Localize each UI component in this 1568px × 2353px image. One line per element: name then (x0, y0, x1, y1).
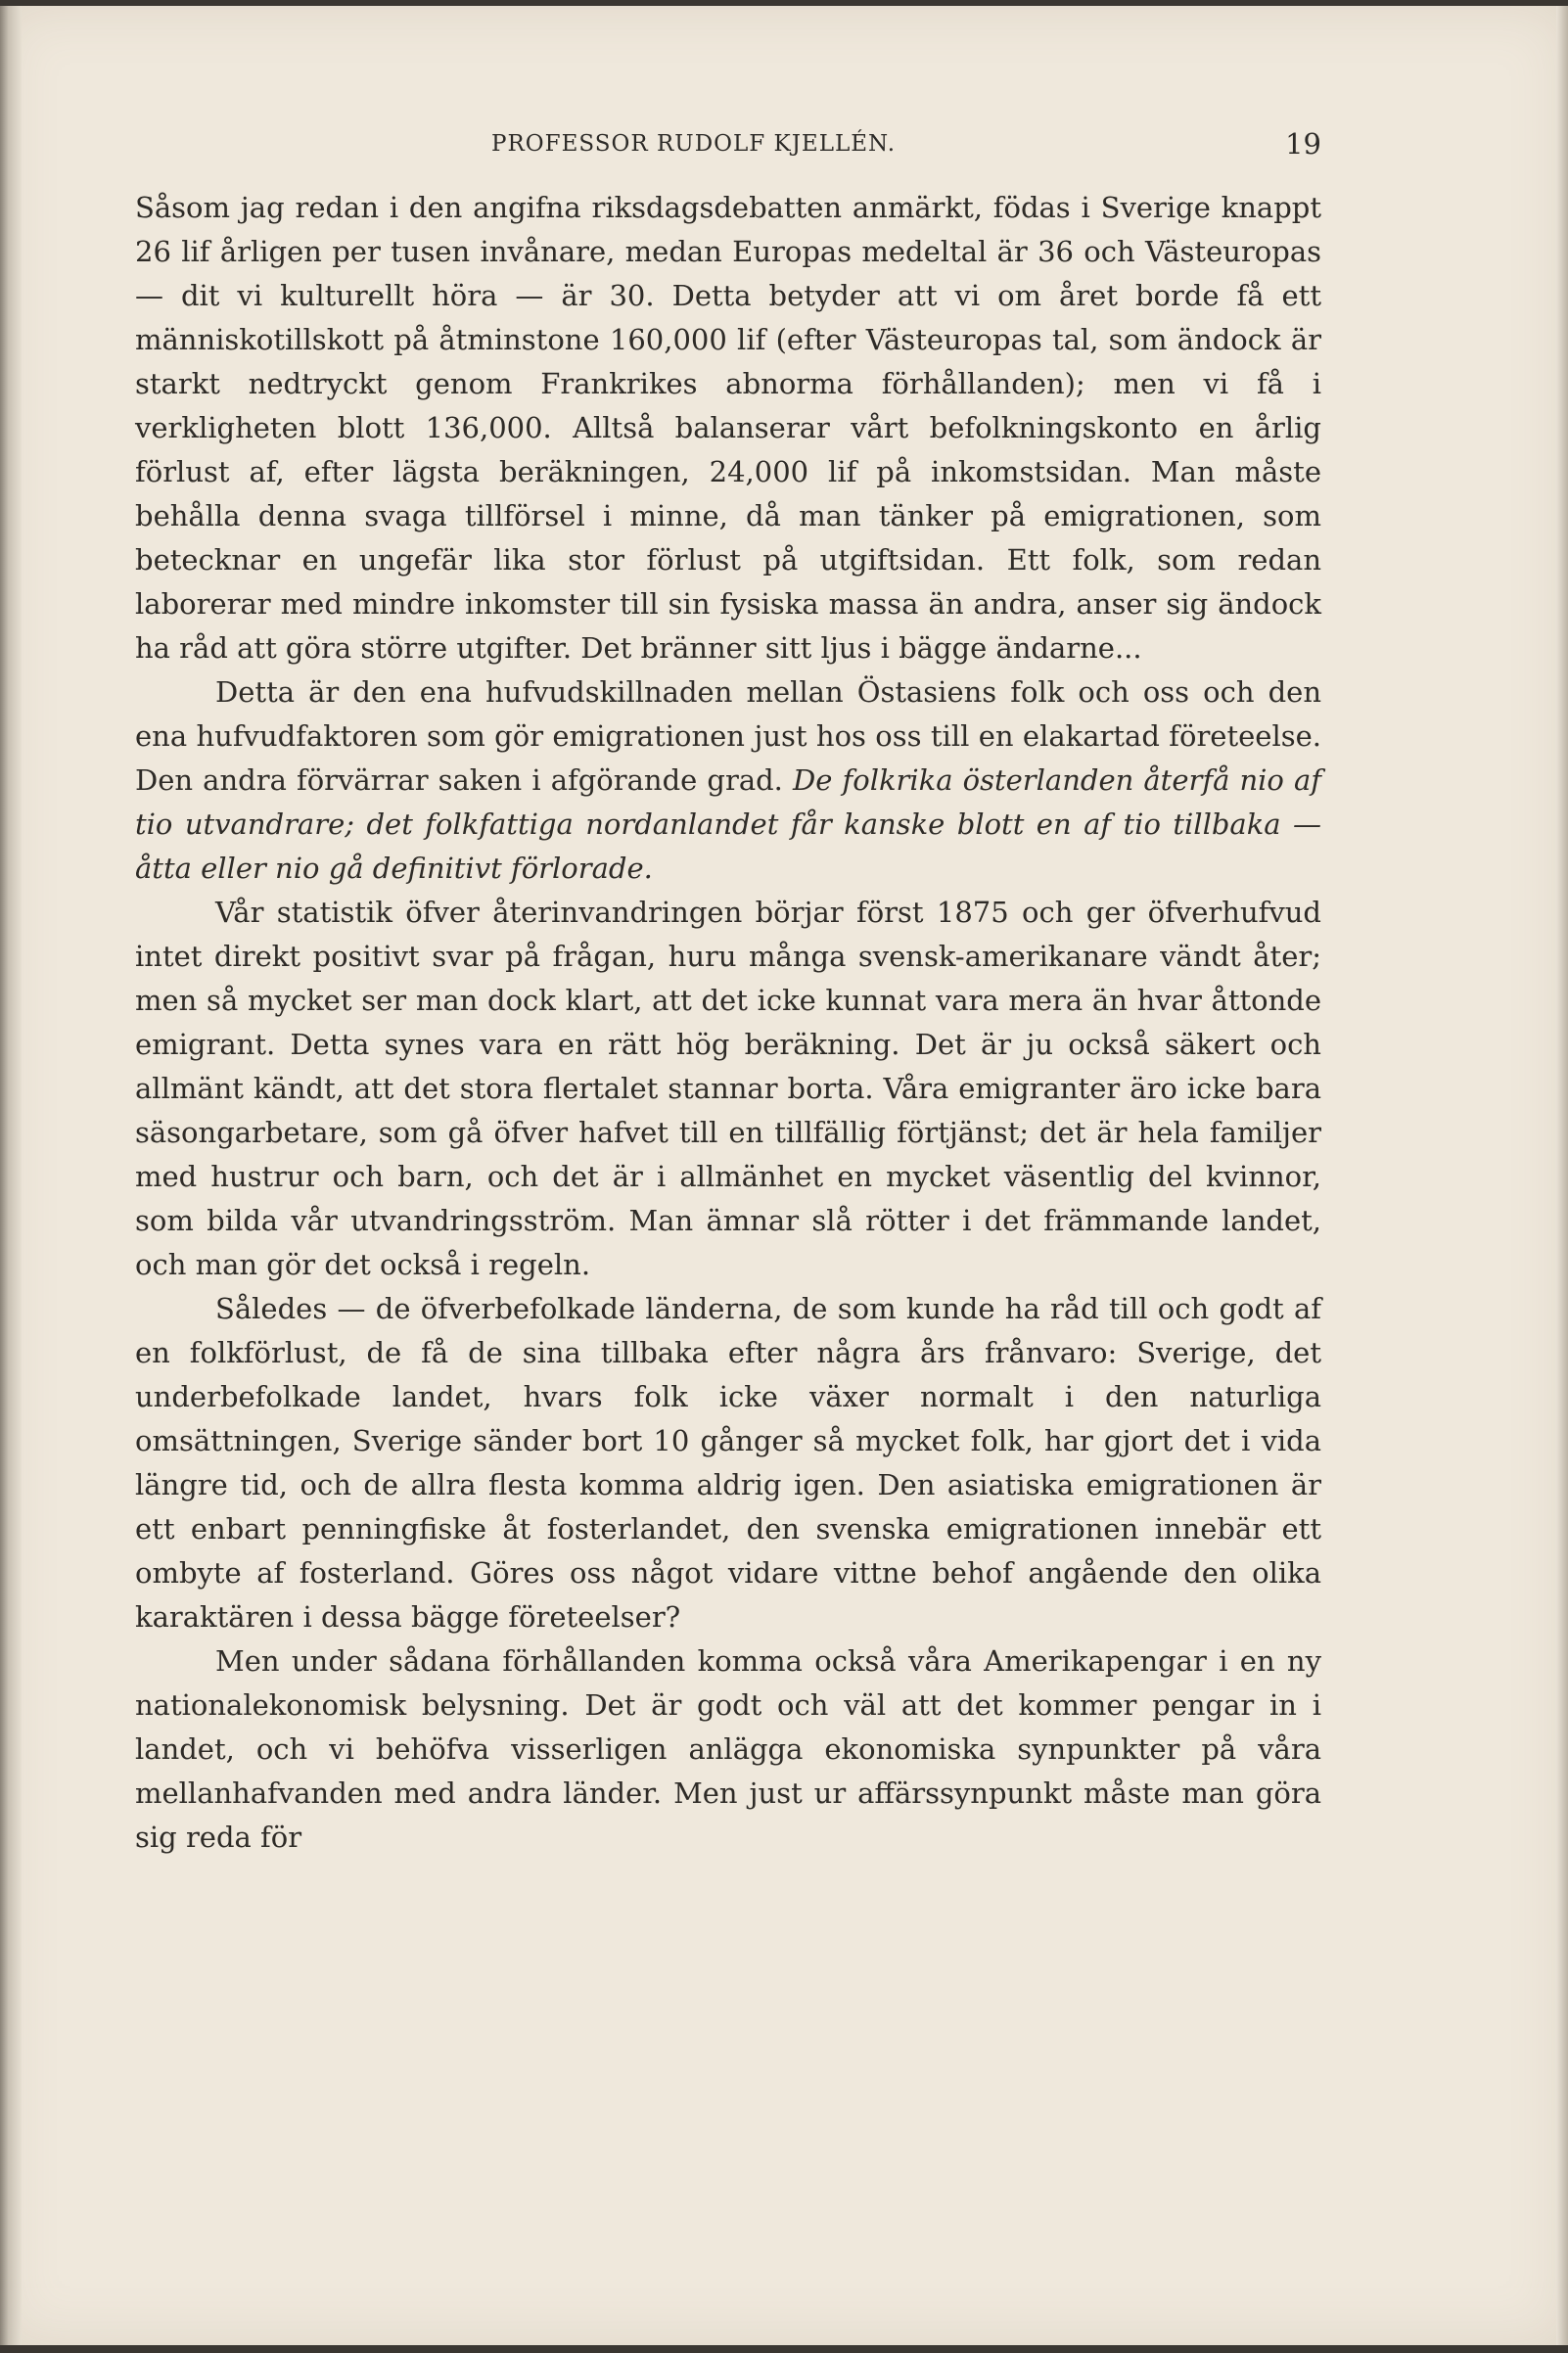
paragraph-5-text: Men under sådana förhållanden komma också våra Amerikapengar i en ny nationalekonomisk belysning. Det är godt och väl att det kommer pengar in i landet, och vi behöfva visserligen anlägga ekonomiska synpunkter på våra mellanhafvanden med andra länder. Men just ur affärssynpunkt måste man göra sig reda för (135, 1644, 1321, 1854)
page-number: 19 (1285, 127, 1321, 161)
paragraph-2 (135, 670, 1321, 891)
book-page (0, 6, 1568, 2345)
body-text (135, 186, 1321, 1860)
page-gutter (0, 6, 22, 2345)
running-title: PROFESSOR RUDOLF KJELLÉN. (491, 131, 897, 157)
paragraph-2-emphasis: De folkrika österlanden återfå nio af tio utvandrare; det folkfattiga nordanlandet får kanske blott en af tio tillbaka — åtta eller nio gå definitivt förlorade. (135, 763, 1322, 885)
paragraph-3 (135, 891, 1321, 1287)
paragraph-2-text: Detta är den ena hufvudskillnaden mellan Östasiens folk och oss och den ena hufvudfaktoren som gör emigrationen just hos oss till en elakartad företeelse. Den andra förvärrar saken i afgörande grad. (135, 675, 1321, 797)
paragraph-4 (135, 1287, 1321, 1639)
paragraph-4-text: Således — de öfverbefolkade länderna, de som kunde ha råd till och godt af en folkförlust, de få de sina tillbaka efter några års frånvaro: Sverige, det underbefolkade landet, hvars folk icke växer normalt i den naturliga omsättningen, Sverige sänder bort 10 gånger så mycket folk, har gjort det i vida längre tid, och de allra flesta komma aldrig igen. Den asiatiska emigrationen är ett enbart penningfiske åt fosterlandet, den svenska emigrationen innebär ett ombyte af fosterland. Göres oss något vidare vittne behof angående den olika karaktären i dessa bägge företeelser? (135, 1292, 1321, 1634)
page-header (135, 127, 1321, 170)
page-edge (1556, 6, 1568, 2345)
paragraph-1-text: Såsom jag redan i den angifna riksdagsdebatten anmärkt, födas i Sverige knappt 26 lif årligen per tusen invånare, medan Europas medeltal är 36 och Västeuropas — dit vi kulturellt höra — är 30. Detta betyder att vi om året borde få ett människotillskott på åtminstone 160,000 lif (efter Västeuropas tal, som ändock är starkt nedtryckt genom Frankrikes abnorma förhållanden); men vi få i verkligheten blott 136,000. Alltså balanserar vårt befolkningskonto en årlig förlust af, efter lägsta beräkningen, 24,000 lif på inkomstsidan. Man måste behålla denna svaga tillförsel i minne, då man tänker på emigrationen, som betecknar en ungefär lika stor förlust på utgiftsidan. Ett folk, som redan laborerar med mindre inkomster till sin fysiska massa än andra, anser sig ändock ha råd att göra större utgifter. Det bränner sitt ljus i bägge ändarne... (135, 191, 1321, 665)
paragraph-3-text: Vår statistik öfver återinvandringen börjar först 1875 och ger öfverhufvud intet direkt positivt svar på frågan, huru många svensk-amerikanare vändt åter; men så mycket ser man dock klart, att det icke kunnat vara mera än hvar åttonde emigrant. Detta synes vara en rätt hög beräkning. Det är ju också säkert och allmänt kändt, att det stora flertalet stannar borta. Våra emigranter äro icke bara säsongarbetare, som gå öfver hafvet till en tillfällig förtjänst; det är hela familjer med hustrur och barn, och det är i allmänhet en mycket väsentlig del kvinnor, som bilda vår utvandringsström. Man ämnar slå rötter i det främmande landet, och man gör det också i regeln. (135, 896, 1321, 1281)
paragraph-5 (135, 1639, 1321, 1860)
paragraph-1 (135, 186, 1321, 670)
